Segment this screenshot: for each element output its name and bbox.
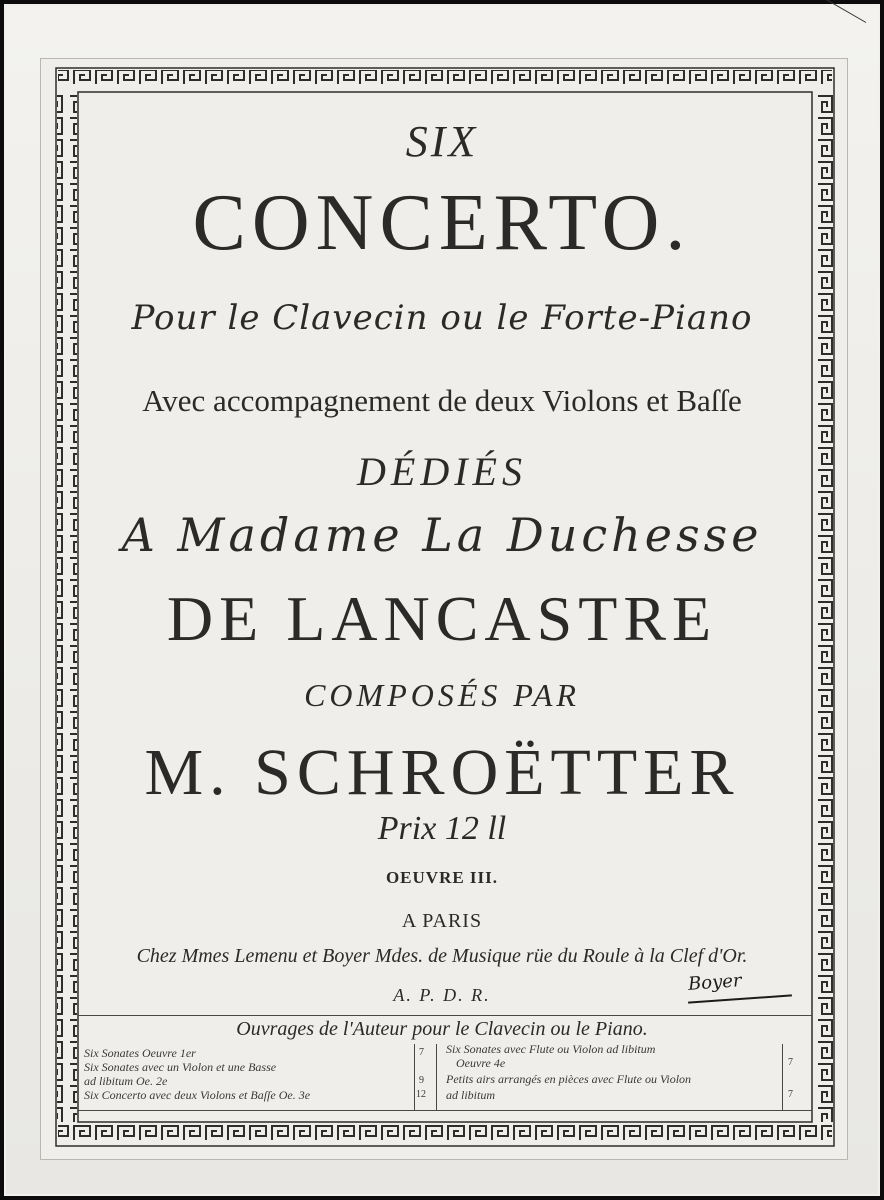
catalogue-top-rule [78, 1015, 812, 1016]
catalogue-left-item: Six Sonates avec un Violon et une Basse [84, 1060, 277, 1074]
publisher-address: Chez Mmes Lemenu et Boyer Mdes. de Musique rüe du Roule à la Clef d'Or. [136, 945, 748, 967]
catalogue-right-item: Oeuvre 4e [456, 1056, 506, 1070]
dedicatee-line: A Madame La Duchesse [121, 508, 763, 562]
subtitle-instrument: Pour le Clavecin ou le Forte-Piano [131, 298, 753, 338]
catalogue-left-item: Six Sonates Oeuvre 1er [84, 1046, 196, 1060]
catalogue-right-item: Petits airs arrangés en pièces avec Flute ou Violon [446, 1072, 692, 1086]
dedicatee-name: DE LANCASTRE [166, 583, 718, 654]
catalogue-right-price: 7 [788, 1057, 793, 1068]
dedication-label: DÉDIÉS [357, 449, 527, 494]
subtitle-accompaniment: Avec accompagnement de deux Violons et Baſſe [142, 383, 742, 418]
catalogue-heading: Ouvrages de l'Auteur pour le Clavecin ou le Piano. [236, 1018, 648, 1040]
catalogue-price-divider-left [414, 1044, 415, 1110]
catalogue-left-price: 12 [416, 1089, 426, 1100]
catalogue-left-price: 7 [419, 1047, 424, 1058]
title-six: SIX [405, 117, 479, 166]
publisher-signature: Boyer [687, 970, 743, 995]
catalogue-right-item: Six Sonates avec Flute ou Violon ad libitum [446, 1042, 656, 1056]
title-concerto: CONCERTO. [192, 179, 692, 267]
publication-city: A PARIS [401, 910, 483, 932]
catalogue-right-item: ad libitum [446, 1088, 496, 1102]
catalogue-price-divider-right [782, 1044, 783, 1110]
catalogue-right-price: 7 [788, 1089, 793, 1100]
catalogue-left-item: ad libitum Oe. 2e [84, 1074, 168, 1088]
catalogue-left-item: Six Concerto avec deux Violons et Baſſe Oe. 3e [84, 1088, 311, 1102]
composer-name: M. SCHROËTTER [144, 736, 740, 809]
privilege-mark: A. P. D. R. [393, 985, 491, 1005]
catalogue-column-divider [436, 1044, 437, 1110]
catalogue-left-price: 9 [419, 1075, 424, 1086]
catalogue-bottom-rule [78, 1110, 812, 1111]
opus-number: OEUVRE III. [385, 868, 499, 887]
composer-label: COMPOSÉS PAR [304, 677, 580, 713]
price: Prix 12 ll [377, 810, 507, 847]
